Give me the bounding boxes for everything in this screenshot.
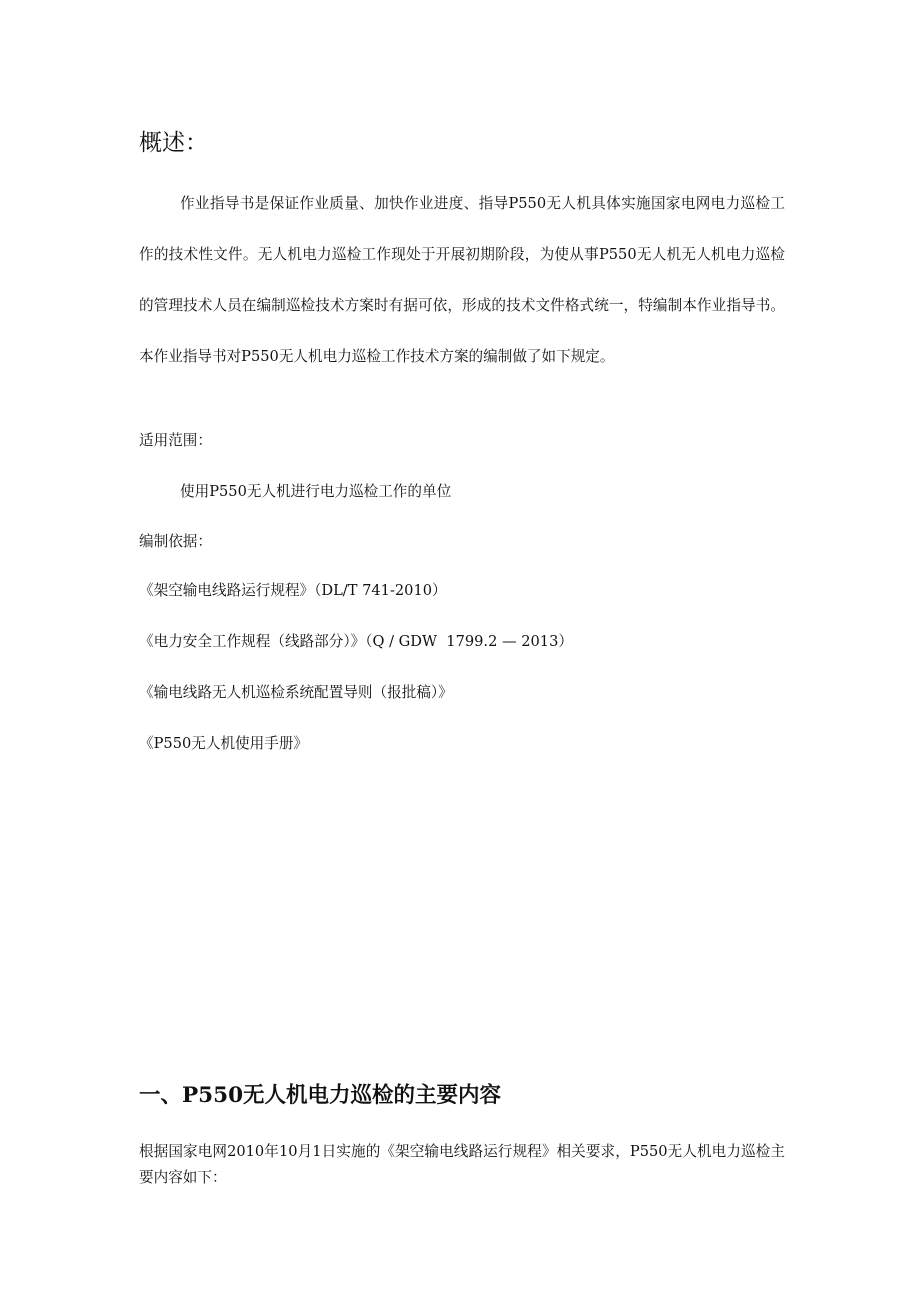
basis-item-safety-code: 《电力安全工作规程（线路部分）》（Q / GDW 1799.2 — 2013） [139,633,573,650]
section-1-paragraph: 根据国家电网2010年10月1日实施的《架空输电线路运行规程》相关要求，P550无人机电力巡检主要内容如下： [139,1143,785,1186]
basis-item-config-guide: 《输电线路无人机巡检系统配置导则（报批稿）》 [139,684,453,701]
basis-item-user-manual: 《P550无人机使用手册》 [139,735,309,752]
overview-paragraph: 作业指导书是保证作业质量、加快作业进度、指导P550无人机具体实施国家电网电力巡检工作的技术性文件。无人机电力巡检工作现处于开展初期阶段，为使从事P550无人机无人机电力巡检的管理技术人员在编制巡检技术方案时有据可依，形成的技术文件格式统一，特编制本作业指导书。本作业指导书对P550无人机电力巡检工作技术方案的编制做了如下规定。 [139,195,785,365]
basis-label: 编制依据： [139,533,212,550]
scope-text: 使用P550无人机进行电力巡检工作的单位 [180,483,452,500]
basis-list [139,578,573,782]
scope-label: 适用范围： [139,432,212,449]
section-1-heading: 一、P550无人机电力巡检的主要内容 [139,1083,502,1108]
basis-item-operation-code: 《架空输电线路运行规程》（DL/T 741-2010） [139,582,447,599]
overview-heading: 概述： [139,130,208,156]
